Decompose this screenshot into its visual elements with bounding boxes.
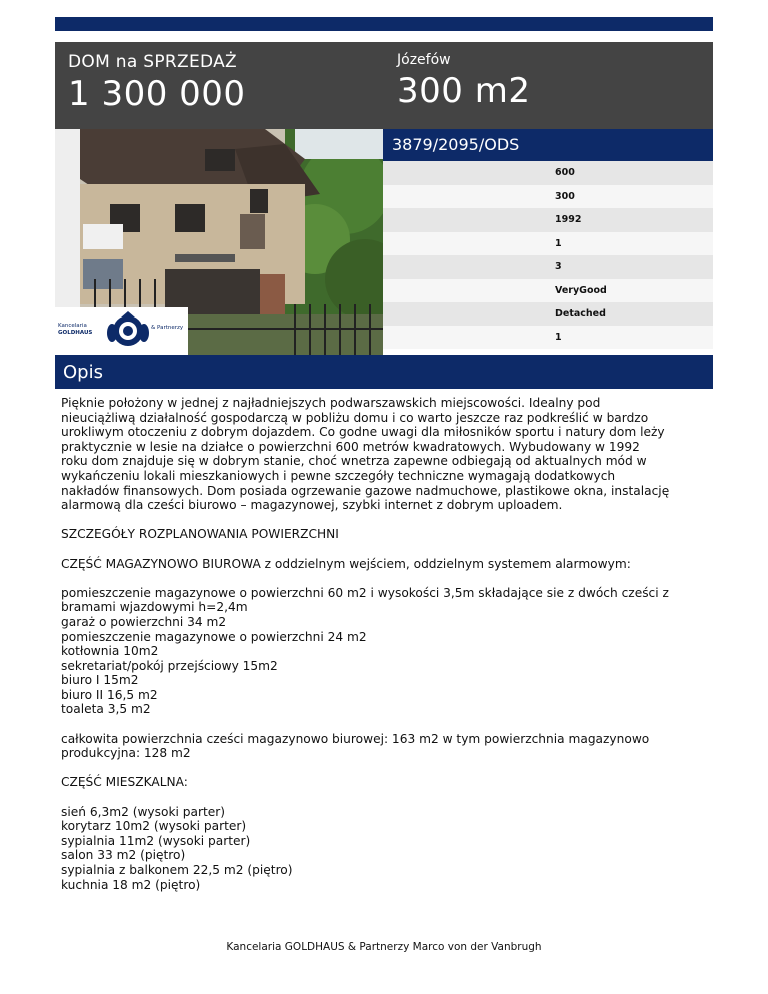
param-row (383, 326, 713, 350)
layout-heading: SZCZEGÓŁY ROZPLANOWANIA POWIERZCHNI (61, 527, 339, 542)
room-line: kotłownia 10m2 (61, 644, 159, 659)
room-line: sypialnia z balkonem 22,5 m2 (piętro) (61, 863, 293, 877)
text-line: nieuciążliwą działalność gospodarczą w pobliżu domu i co warto jeszcze raz podkreślić w bardzo (61, 410, 649, 425)
logo-text-2: GOLDHAUS (58, 330, 93, 336)
price: 1 300 000 (68, 74, 246, 114)
param-value: VeryGood (555, 284, 607, 296)
room-line: salon 33 m2 (piętro) (61, 848, 186, 863)
room-line: sień 6,3m2 (wysoki parter) (61, 804, 226, 819)
room-line: kuchnia 18 m2 (piętro) (61, 877, 201, 892)
text-line: urokliwym otoczeniu z dobrym dojazdem. Co godne uwagi dla miłosników sportu i natury dom leży (61, 425, 665, 440)
reference-number: 3879/2095/ODS (392, 135, 520, 154)
param-row (383, 279, 713, 303)
room-line: sypialnia 11m2 (wysoki parter) (61, 833, 251, 848)
param-value: 600 (555, 167, 575, 178)
header-right (397, 52, 530, 111)
office-total (61, 732, 721, 761)
text-line: całkowita powierzchnia cześci magazynowo biurowej: 163 m2 w tym powierzchnia magazynowo (61, 731, 650, 746)
room-line: biuro I 15m2 (61, 673, 139, 688)
text-line: Pięknie położony w jednej z najładniejszych podwarszawskich miejscowości. Idealny pod (61, 396, 601, 410)
room-line: pomieszczenie magazynowe o powierzchni 24 m2 (61, 629, 367, 644)
description-paragraph (61, 396, 721, 513)
param-row (383, 208, 713, 232)
logo-text-3: & Partnerzy (151, 325, 184, 331)
text-line: produkcyjna: 128 m2 (61, 746, 191, 761)
logo-text-1: Kancelaria (58, 323, 87, 329)
param-row (383, 255, 713, 279)
text-line: alarmową dla cześci biurowo – magazynowej, szybki internet z dobrym uploadem. (61, 498, 563, 513)
param-value: 300 (555, 190, 575, 202)
section-header (55, 355, 713, 389)
listing-header (55, 42, 713, 129)
living-rooms (61, 805, 721, 893)
param-value: 3 (555, 261, 562, 272)
param-value: 1992 (555, 214, 582, 225)
param-value: 1 (555, 331, 562, 343)
parameters-table (383, 161, 713, 349)
office-rooms (61, 586, 721, 717)
text-line: praktycznie w lesie na działce o powierzchni 600 metrów kwadratowych. Wybudowany w 1992 (61, 439, 640, 454)
param-row (383, 302, 713, 326)
city: Józefów (397, 52, 451, 68)
reference-bar (383, 129, 713, 161)
room-line: korytarz 10m2 (wysoki parter) (61, 819, 247, 834)
property-type: DOM na SPRZEDAŻ (68, 52, 237, 72)
area: 300 m2 (397, 71, 531, 111)
section-title: Opis (63, 362, 103, 383)
room-line: biuro II 16,5 m2 (61, 687, 158, 702)
crest-icon (107, 311, 149, 351)
agency-logo (55, 307, 188, 355)
top-accent-bar (55, 17, 713, 31)
room-line: bramami wjazdowymi h=2,4m (61, 600, 248, 615)
room-line: toaleta 3,5 m2 (61, 702, 151, 717)
property-photo (55, 129, 383, 355)
param-row (383, 232, 713, 256)
living-heading: CZĘŚĆ MIESZKALNA: (61, 775, 188, 790)
room-line: pomieszczenie magazynowe o powierzchni 60 m2 i wysokości 3,5m składające sie z dwóch cześci z (61, 585, 669, 600)
office-heading: CZĘŚĆ MAGAZYNOWO BIUROWA z oddzielnym wejściem, oddzielnym systemem alarmowym: (61, 556, 631, 571)
page-footer: Kancelaria GOLDHAUS & Partnerzy Marco von der Vanbrugh (226, 941, 542, 953)
room-line: sekretariat/pokój przejściowy 15m2 (61, 658, 278, 673)
room-line: garaż o powierzchni 34 m2 (61, 614, 227, 629)
header-left (68, 52, 246, 114)
text-line: nakładów finansowych. Dom posiada ogrzewanie gazowe nadmuchowe, plastikowe okna, instalację (61, 483, 670, 498)
param-value: Detached (555, 308, 606, 319)
param-row (383, 185, 713, 209)
param-row (383, 161, 713, 185)
description-body (61, 396, 721, 907)
text-line: roku dom znajduje się w dobrym stanie, choć wnetrza zapewne odbiegają od aktualnych mód w (61, 454, 647, 469)
text-line: wykańczeniu lokali mieszkaniowych i pewne szczegóły techniczne wymagają dodatkowych (61, 468, 616, 483)
param-value: 1 (555, 237, 562, 249)
